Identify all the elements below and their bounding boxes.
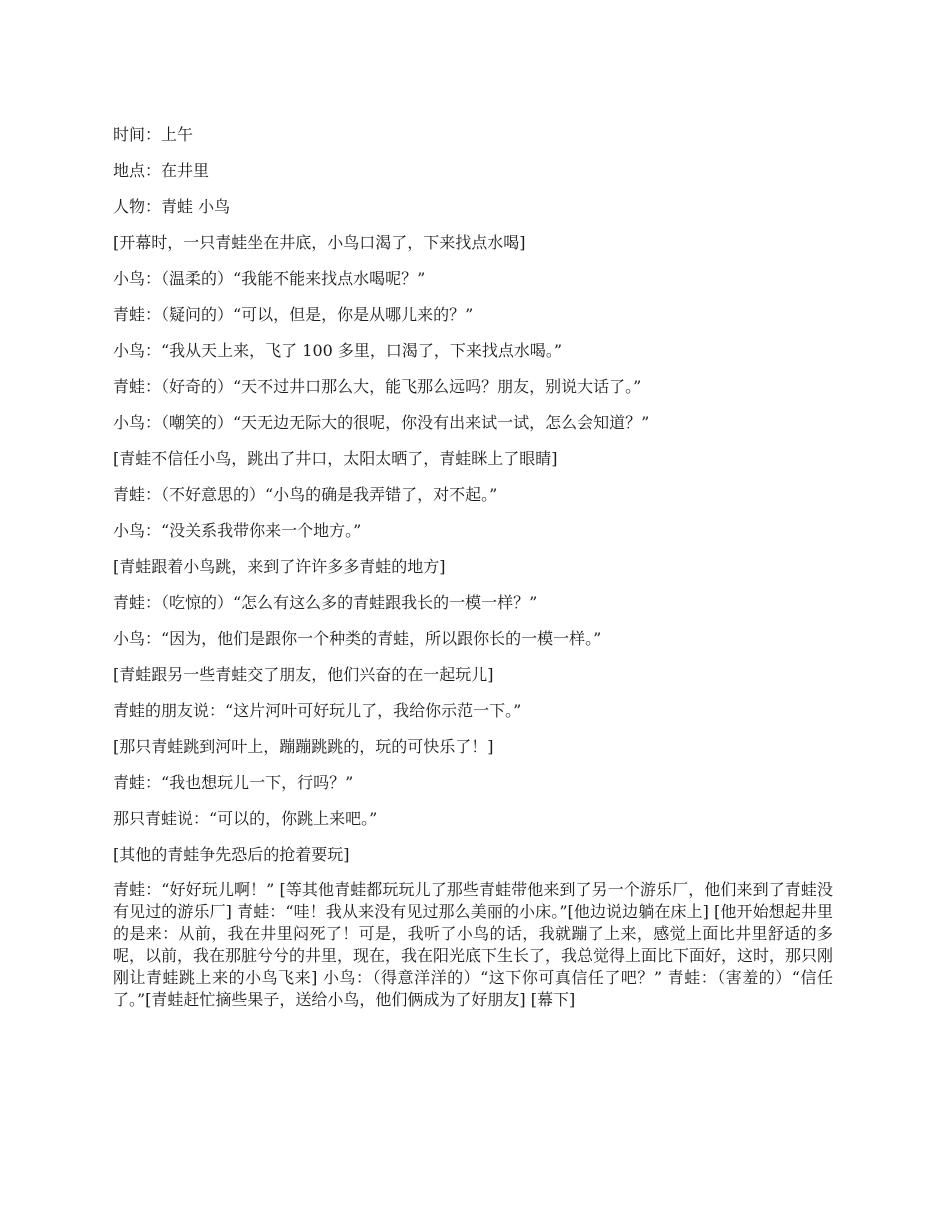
time-line: 时间：上午 [113, 125, 194, 144]
stage-direction: [那只青蛙跳到河叶上，蹦蹦跳跳的，玩的可快乐了！] [113, 737, 494, 756]
stage-direction: [开幕时，一只青蛙坐在井底，小鸟口渴了，下来找点水喝] [113, 233, 526, 252]
place-line: 地点：在井里 [113, 161, 210, 180]
dialogue-line: 小鸟：“没关系我带你来一个地方。” [113, 521, 362, 540]
dialogue-line: 小鸟：“我从天上来，飞了 100 多里，口渴了，下来找点水喝。” [113, 341, 563, 360]
dialogue-line: 小鸟：“因为，他们是跟你一个种类的青蛙，所以跟你长的一模一样。” [113, 629, 602, 648]
dialogue-line: 青蛙的朋友说：“这片河叶可好玩儿了，我给你示范一下。” [113, 701, 522, 720]
stage-direction: [青蛙跟着小鸟跳，来到了许许多多青蛙的地方] [113, 557, 446, 576]
stage-direction: [青蛙不信任小鸟，跳出了井口，太阳太晒了，青蛙眯上了眼睛] [113, 449, 558, 468]
dialogue-line: 小鸟：（温柔的）“我能不能来找点水喝呢？” [113, 269, 426, 288]
final-paragraph: 青蛙：“好好玩儿啊！” [等其他青蛙都玩玩儿了那些青蛙带他来到了另一个游乐厂，他们来到了青蛙没有见过的游乐厂] 青蛙：“哇！我从来没有见过那么美丽的小床。”[他边说边躺在床上] [他开始想起井里的是来：从前，我在井里闷死了！可是，我听了小鸟的话，我就蹦了上来，感觉上面比井里舒适的多呢，以前，我在那脏兮兮的井里，现在，我在阳光底下生长了，我总觉得上面比下面好，这时，那只刚刚让青蛙跳上来的小鸟飞来] 小鸟：（得意洋洋的）“这下你可真信任了吧？” 青蛙：（害羞的）“信任了。”[青蛙赶忙摘些果子，送给小鸟，他们俩成为了好朋友] [幕下] [113, 880, 834, 1009]
dialogue-line: 小鸟：（嘲笑的）“天无边无际大的很呢，你没有出来试一试，怎么会知道？” [113, 413, 650, 432]
dialogue-line: 青蛙：（疑问的）“可以，但是，你是从哪儿来的？” [113, 305, 474, 324]
dialogue-line: 青蛙：（好奇的）“天不过井口那么大，能飞那么远吗？朋友，别说大话了。” [113, 377, 642, 396]
dialogue-line: 青蛙：“我也想玩儿一下，行吗？” [113, 773, 354, 792]
dialogue-line: 那只青蛙说：“可以的，你跳上来吧。” [113, 809, 378, 828]
stage-direction: [其他的青蛙争先恐后的抢着要玩] [113, 845, 350, 864]
characters-line: 人物：青蛙 小鸟 [113, 197, 231, 216]
stage-direction: [青蛙跟另一些青蛙交了朋友，他们兴奋的在一起玩儿] [113, 665, 494, 684]
script-document [113, 123, 833, 1011]
dialogue-line: 青蛙：（不好意思的）“小鸟的确是我弄错了，对不起。” [113, 485, 498, 504]
dialogue-line: 青蛙：（吃惊的）“怎么有这么多的青蛙跟我长的一模一样？” [113, 593, 538, 612]
